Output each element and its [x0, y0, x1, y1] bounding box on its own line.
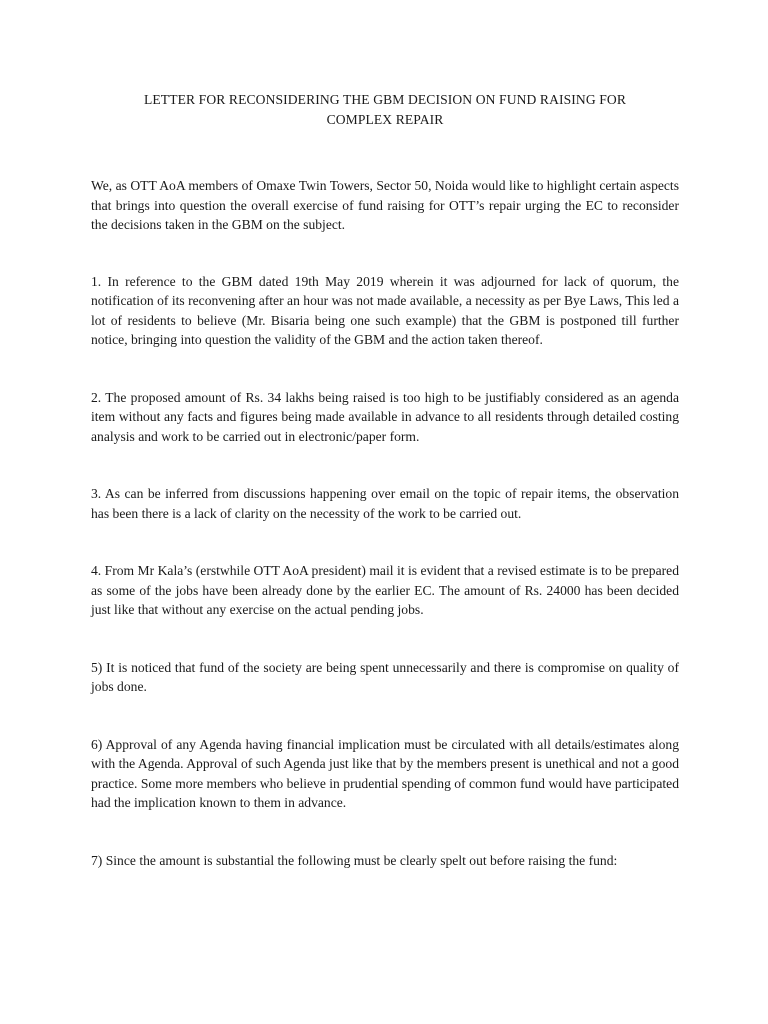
title-line-2: COMPLEX REPAIR [326, 112, 444, 127]
point-4-paragraph: 4. From Mr Kala’s (erstwhile OTT AoA president) mail it is evident that a revised estimate is to be prepared as some of the jobs have been already done by the earlier EC. The amount of Rs. 24000 has been decided just like that without any exercise on the actual pending jobs. [91, 563, 679, 617]
point-7-paragraph: 7) Since the amount is substantial the following must be clearly spelt out before raising the fund: [91, 852, 618, 868]
point-3-paragraph: 3. As can be inferred from discussions happening over email on the topic of repair items, the observation has been there is a lack of clarity on the necessity of the work to be carried out. [91, 486, 679, 521]
intro-paragraph: We, as OTT AoA members of Omaxe Twin Towers, Sector 50, Noida would like to highlight certain aspects that brings into question the overall exercise of fund raising for OTT’s repair urging the EC to reconsider the decisions taken in the GBM on the subject. [91, 178, 679, 232]
point-5-paragraph: 5) It is noticed that fund of the society are being spent unnecessarily and there is compromise on quality of jobs done. [91, 659, 679, 694]
point-1-paragraph: 1. In reference to the GBM dated 19th May 2019 wherein it was adjourned for lack of quorum, the notification of its reconvening after an hour was not made available, a necessity as per Bye Laws, This led a lot of residents to believe (Mr. Bisaria being one such example) that the GBM is postponed till further notice, bringing into question the validity of the GBM and the action taken thereof. [91, 273, 679, 347]
point-2-paragraph: 2. The proposed amount of Rs. 34 lakhs being raised is too high to be justifiably considered as an agenda item without any facts and figures being made available in advance to all residents through detailed costing analysis and work to be carried out in electronic/paper form. [91, 389, 679, 444]
letter-page [91, 90, 679, 870]
point-6-paragraph: 6) Approval of any Agenda having financial implication must be circulated with all details/estimates along with the Agenda. Approval of such Agenda just like that by the members present is unethical and not a good practice. Some more members who believe in prudential spending of common fund would have participated had the implication known to them in advance. [91, 736, 679, 810]
title-line-1: LETTER FOR RECONSIDERING THE GBM DECISION ON FUND RAISING FOR [143, 92, 627, 107]
letter-title [91, 90, 679, 130]
